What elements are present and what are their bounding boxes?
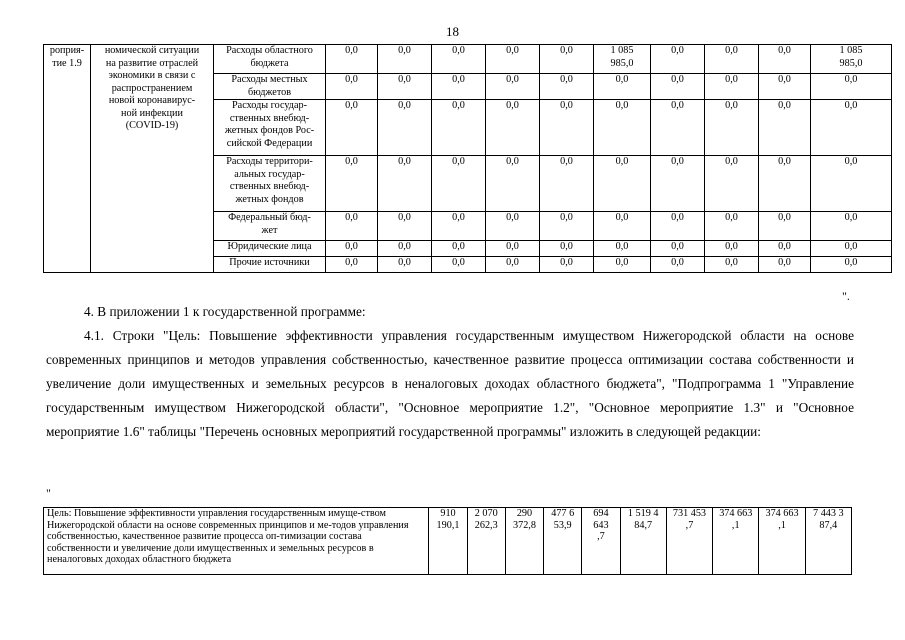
value-cell: 0,0 [759,45,811,74]
funding-source-line: ственных внебюд- [229,181,310,192]
funding-source-line: сийской Федерации [226,137,313,149]
funding-source-cell [214,74,326,100]
value-cell: 0,0 [811,156,892,212]
value-cell: 0,0 [759,100,811,156]
funding-source-line: Федеральный бюд- [228,212,311,223]
table-row [44,45,892,74]
funding-source-cell [214,156,326,212]
funding-source-cell [214,257,326,273]
goal-value-cell: 374 663 ,1 [759,508,805,575]
value-cell: 0,0 [378,257,432,273]
value-cell: 0,0 [378,241,432,257]
funding-source-line: жетных фондов [235,193,304,205]
value-cell: 0,0 [594,156,651,212]
value-cell: 0,0 [759,74,811,100]
goal-table [43,507,852,575]
value-cell: 0,0 [432,156,486,212]
value-cell: 0,0 [651,74,705,100]
opening-quote: " [46,486,51,500]
value-cell: 0,0 [594,257,651,273]
value-cell: 0,0 [705,100,759,156]
value-cell: 0,0 [378,45,432,74]
value-cell: 0,0 [378,100,432,156]
funding-source-cell [214,100,326,156]
value-cell: 0,0 [705,156,759,212]
value-cell: 0,0 [705,74,759,100]
value-cell: 0,0 [432,257,486,273]
value-cell: 0,0 [811,257,892,273]
value-cell: 0,0 [540,241,594,257]
value-cell: 0,0 [326,45,378,74]
value-cell: 0,0 [651,241,705,257]
value-cell: 0,0 [705,212,759,241]
value-cell: 1 085 985,0 [811,45,892,74]
expenditure-table [43,44,892,273]
funding-source-line: Расходы территори- [226,156,313,167]
value-cell: 0,0 [378,74,432,100]
value-cell: 0,0 [759,257,811,273]
value-cell: 0,0 [594,100,651,156]
event-description-line: ной инфекции [121,107,183,119]
value-cell: 0,0 [432,74,486,100]
value-cell: 0,0 [326,100,378,156]
value-cell: 0,0 [759,212,811,241]
value-cell: 0,0 [486,156,540,212]
page-number: 18 [446,24,459,39]
value-cell: 0,0 [540,156,594,212]
event-number-line: роприя- [49,45,85,56]
event-description-line: распространением [111,82,193,94]
value-cell: 0,0 [432,45,486,74]
goal-value-cell: 731 453 ,7 [666,508,712,575]
goal-value-cell: 7 443 3 87,4 [805,508,851,575]
funding-source-line: жет [261,224,278,236]
value-cell: 0,0 [651,45,705,74]
value-cell: 0,0 [486,74,540,100]
value-cell: 0,0 [651,100,705,156]
funding-source-cell [214,212,326,241]
goal-value-cell: 2 070 262,3 [467,508,505,575]
value-cell: 0,0 [651,257,705,273]
event-number-line: тие 1.9 [52,57,82,69]
goal-value-cell: 1 519 4 84,7 [620,508,666,575]
value-cell: 0,0 [432,100,486,156]
value-cell: 0,0 [705,257,759,273]
funding-source-line: ственных внебюд- [229,112,310,124]
value-cell: 0,0 [594,212,651,241]
value-cell: 0,0 [486,257,540,273]
value-cell: 0,0 [378,156,432,212]
value-cell: 0,0 [705,45,759,74]
value-cell: 0,0 [540,74,594,100]
value-cell: 0,0 [432,212,486,241]
closing-quote: ". [842,289,850,303]
funding-source-cell [214,241,326,257]
funding-source-line: бюджета [250,57,289,69]
value-cell: 0,0 [326,257,378,273]
value-cell: 0,0 [811,74,892,100]
value-cell: 0,0 [326,156,378,212]
event-description-line: экономики в связи с [108,70,196,81]
value-cell: 1 085 985,0 [594,45,651,74]
value-cell: 0,0 [326,241,378,257]
value-cell: 0,0 [486,45,540,74]
value-cell: 0,0 [651,156,705,212]
goal-value-cell: 477 6 53,9 [544,508,582,575]
value-cell: 0,0 [486,100,540,156]
value-cell: 0,0 [811,100,892,156]
value-cell: 0,0 [540,45,594,74]
goal-value-cell: 694 643 ,7 [582,508,620,575]
event-description-line: на развитие отраслей [105,57,199,69]
goal-row [44,508,852,575]
value-cell: 0,0 [378,212,432,241]
paragraph-intro: 4. В приложении 1 к государственной программе: [84,304,366,319]
value-cell: 0,0 [594,241,651,257]
funding-source-cell [214,45,326,74]
funding-source-line: альных государ- [234,168,305,180]
funding-source-line: Юридические лица [227,241,312,252]
goal-value-cell: 910 190,1 [429,508,467,575]
event-description-line: (COVID-19) [125,120,179,131]
paragraph-instruction: 4.1. Строки "Цель: Повышение эффективности управления государственным имуществом Нижегородской области на основе современных принципов и методов управления собственностью, качественное развитие процесса оптимизации состава собственности и увеличение доли имущественных и земельных ресурсов в неналоговых доходах областного бюджета", "Подпрограмма 1 "Управление государственным имуществом Нижегородской области", "Основное мероприятие 1.2", "Основное мероприятие 1.3" и "Основное мероприятие 1.6" таблицы "Перечень основных мероприятий государственной программы" изложить в следующей редакции: [46,328,854,439]
value-cell: 0,0 [486,212,540,241]
funding-source-line: Расходы местных [231,74,308,85]
value-cell: 0,0 [540,212,594,241]
goal-text: Цель: Повышение эффективности управления государственным имуще-ством Нижегородской области на основе современных принципов и ме-тодов управления собственностью, качественное развитие процесса оп-тимизации состава собственности и увеличение доли имущественных и земельных ресурсов в неналоговых доходах областного бюджета [44,508,429,575]
funding-source-line: Расходы областного [226,45,313,56]
value-cell: 0,0 [705,241,759,257]
value-cell: 0,0 [540,257,594,273]
event-description-line: номической ситуации [104,45,200,56]
value-cell: 0,0 [811,241,892,257]
goal-value-cell: 374 663 ,1 [713,508,759,575]
funding-source-line: бюджетов [247,86,292,98]
value-cell: 0,0 [594,74,651,100]
funding-source-line: жетных фондов Рос- [224,125,315,136]
value-cell: 0,0 [759,241,811,257]
value-cell: 0,0 [432,241,486,257]
funding-source-line: Расходы государ- [232,100,307,111]
event-description-cell [91,45,214,273]
value-cell: 0,0 [326,74,378,100]
goal-value-cell: 290 372,8 [505,508,543,575]
value-cell: 0,0 [486,241,540,257]
value-cell: 0,0 [759,156,811,212]
event-number-cell [44,45,91,273]
value-cell: 0,0 [651,212,705,241]
value-cell: 0,0 [540,100,594,156]
value-cell: 0,0 [326,212,378,241]
funding-source-line: Прочие источники [229,257,310,268]
value-cell: 0,0 [811,212,892,241]
event-description-line: новой коронавирус- [108,95,196,106]
